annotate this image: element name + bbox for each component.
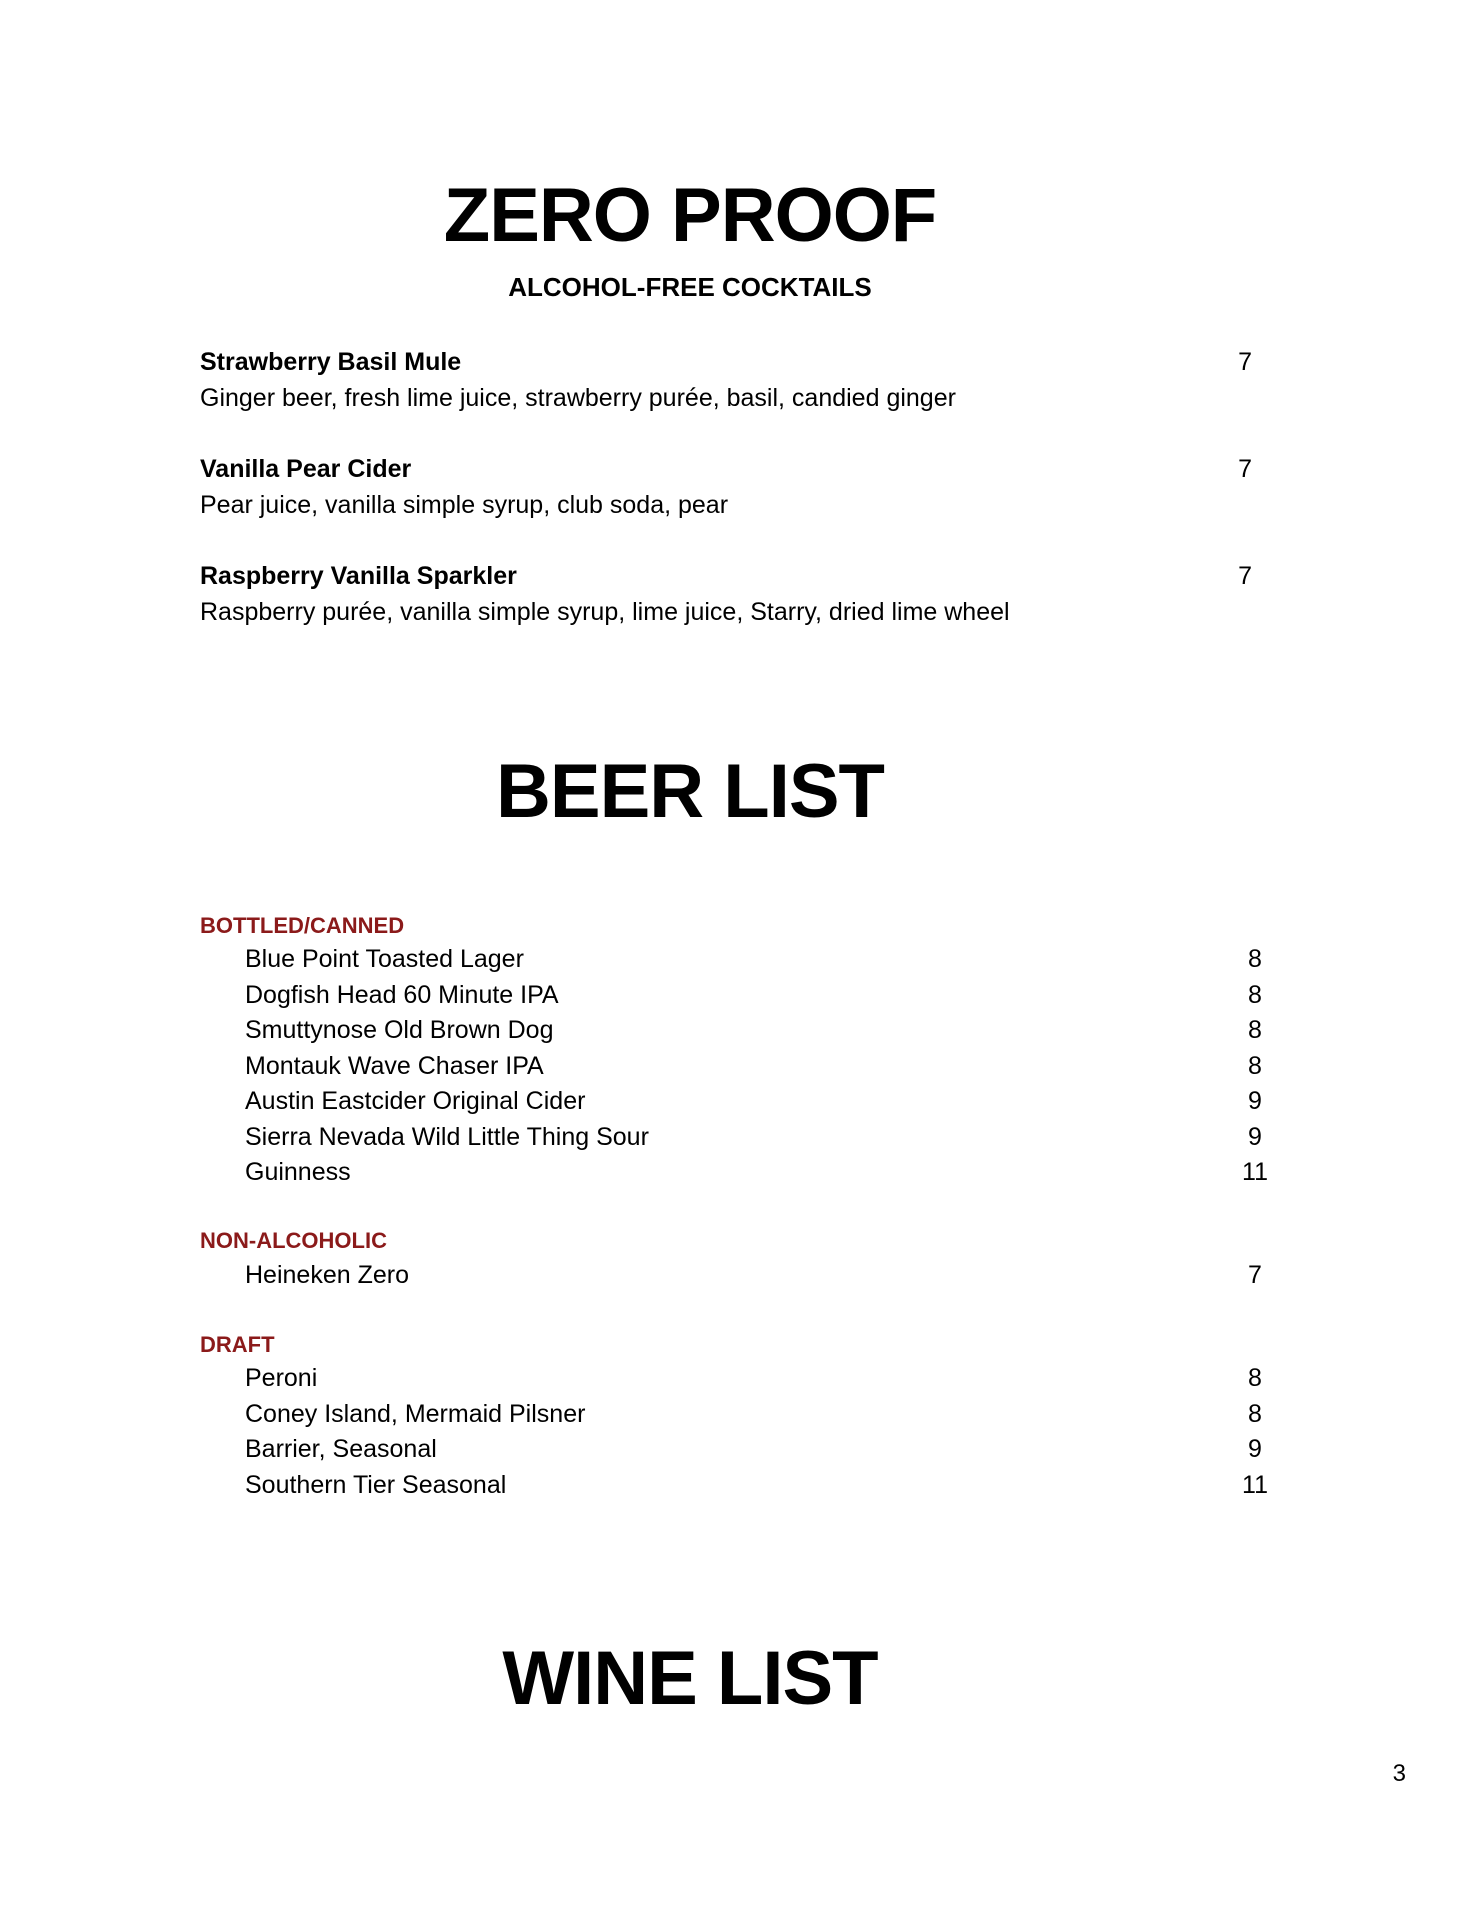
cocktail-price: 7 (1238, 562, 1252, 590)
cocktail-description: Raspberry purée, vanilla simple syrup, lime juice, Starry, dried lime wheel (200, 598, 1010, 626)
bottled-beer-list (245, 942, 1285, 1191)
cocktail-price: 7 (1238, 348, 1252, 376)
beer-price: 11 (1242, 1470, 1268, 1499)
beer-name: Heineken Zero (245, 1261, 409, 1289)
beer-name: Coney Island, Mermaid Pilsner (245, 1399, 586, 1428)
beer-name: Montauk Wave Chaser IPA (245, 1051, 544, 1080)
list-item (245, 1258, 1285, 1294)
beer-price: 9 (1248, 1122, 1262, 1151)
cocktail-name: Raspberry Vanilla Sparkler (200, 562, 517, 590)
beer-name: Austin Eastcider Original Cider (245, 1087, 586, 1115)
beer-name: Dogfish Head 60 Minute IPA (245, 980, 559, 1009)
list-item (245, 1361, 1285, 1397)
section-label-bottled: BOTTLED/CANNED (200, 913, 405, 938)
cocktail-item (200, 344, 1280, 416)
cocktail-description: Ginger beer, fresh lime juice, strawberry purée, basil, candied ginger (200, 384, 956, 412)
beer-name: Sierra Nevada Wild Little Thing Sour (245, 1122, 649, 1151)
cocktail-price: 7 (1238, 455, 1252, 483)
list-item (245, 1432, 1285, 1468)
beer-price: 7 (1248, 1261, 1262, 1289)
beer-price: 8 (1248, 980, 1262, 1009)
beer-price: 9 (1248, 1087, 1262, 1115)
list-item (245, 1084, 1285, 1120)
beer-price: 11 (1242, 1158, 1268, 1186)
cocktail-name: Strawberry Basil Mule (200, 348, 462, 376)
beer-name: Blue Point Toasted Lager (245, 945, 524, 973)
draft-beer-list (245, 1361, 1285, 1503)
list-item (245, 942, 1285, 978)
beer-price: 8 (1248, 945, 1262, 973)
list-item (245, 1120, 1285, 1156)
beer-name: Barrier, Seasonal (245, 1435, 437, 1463)
cocktail-name: Vanilla Pear Cider (200, 455, 412, 483)
beer-name: Smuttynose Old Brown Dog (245, 1016, 554, 1044)
list-item (245, 1397, 1285, 1433)
cocktail-item (200, 451, 1280, 523)
cocktail-item (200, 558, 1280, 630)
page-number: 3 (1392, 1760, 1406, 1787)
beer-name: Southern Tier Seasonal (245, 1470, 507, 1499)
beer-list-title: BEER LIST (496, 749, 884, 834)
beer-name: Peroni (245, 1364, 318, 1392)
zero-proof-subtitle: ALCOHOL-FREE COCKTAILS (508, 272, 872, 302)
beer-price: 8 (1248, 1051, 1262, 1080)
list-item (245, 1013, 1285, 1049)
beer-price: 8 (1248, 1364, 1262, 1392)
beer-price: 8 (1248, 1399, 1262, 1428)
list-item (245, 1155, 1285, 1191)
wine-list-title: WINE LIST (502, 1636, 878, 1721)
section-label-non-alcoholic: NON-ALCOHOLIC (200, 1228, 387, 1253)
list-item (245, 1468, 1285, 1504)
non-alcoholic-beer-list (245, 1258, 1285, 1294)
beer-name: Guinness (245, 1158, 351, 1186)
cocktail-description: Pear juice, vanilla simple syrup, club soda, pear (200, 491, 729, 519)
zero-proof-title: ZERO PROOF (443, 173, 937, 258)
section-label-draft: DRAFT (200, 1332, 275, 1357)
list-item (245, 978, 1285, 1014)
beer-price: 9 (1248, 1435, 1262, 1463)
list-item (245, 1049, 1285, 1085)
beer-price: 8 (1248, 1016, 1262, 1044)
